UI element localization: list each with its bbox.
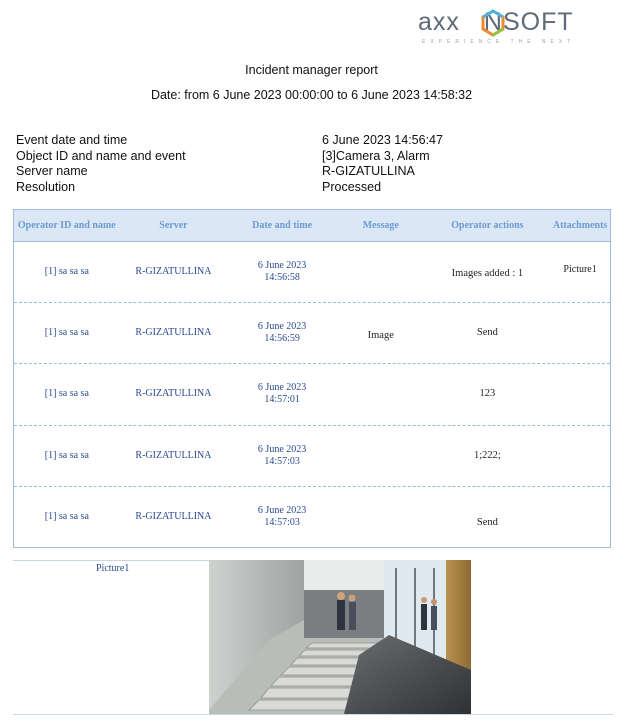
table-row [14,426,610,487]
action-cell: Send [476,327,498,339]
date-text: 6 June 2023 [257,504,307,516]
time-text: 14:56:58 [264,272,300,284]
divider [13,714,613,715]
message-cell: Image [367,330,394,342]
divider [13,560,209,561]
attachment-link[interactable]: Picture1 [563,264,597,276]
axxonsoft-logo [418,6,594,46]
incident-table [13,209,611,548]
time-text: 14:57:03 [264,516,300,528]
info-value: Processed [322,180,382,195]
operator-cell: [1] sa sa sa [44,266,89,278]
table-header [14,210,610,242]
operator-cell: [1] sa sa sa [44,449,89,461]
operator-cell: [1] sa sa sa [44,388,89,400]
attachment-photo [209,560,471,714]
message-cell [337,242,425,302]
datetime-cell [227,364,337,424]
table-row [14,303,610,364]
info-value: 6 June 2023 14:56:47 [322,133,443,147]
time-text: 14:57:01 [264,394,300,406]
action-cell: Send [476,516,498,528]
info-label: Object ID and name and event [16,148,186,163]
action-cell: Images added : 1 [451,267,524,279]
logo-text-right: NSOFT [483,8,574,36]
date-text: 6 June 2023 [257,321,307,333]
info-value: R-GIZATULLINA [322,164,415,179]
action-cell: 123 [479,388,496,400]
datetime-cell [227,426,337,486]
column-header: Server [159,220,188,231]
datetime-cell [227,487,337,547]
server-cell: R-GIZATULLINA [135,327,212,339]
message-cell [337,487,425,547]
info-value: [3]Camera 3, Alarm [322,148,430,163]
time-text: 14:56:59 [264,333,300,345]
report-date-range: Date: from 6 June 2023 00:00:00 to 6 June 2023 14:58:32 [150,88,473,102]
picture-label: Picture1 [96,563,130,574]
server-cell: R-GIZATULLINA [135,388,212,400]
time-text: 14:57:03 [264,455,300,467]
table-row [14,242,610,303]
server-cell: R-GIZATULLINA [135,266,212,278]
info-values [322,133,443,196]
info-label: Server name [16,164,88,179]
attachment-cell [550,426,610,486]
date-text: 6 June 2023 [257,443,307,455]
column-header: Operator ID and name [17,220,116,231]
column-header: Date and time [252,220,313,231]
info-label: Resolution [16,180,76,195]
info-labels [16,133,186,196]
hexagon-logo-icon [480,9,506,37]
datetime-cell [227,303,337,363]
column-header: Message [362,220,399,231]
operator-cell: [1] sa sa sa [44,510,89,522]
server-cell: R-GIZATULLINA [135,449,212,461]
report-title: Incident manager report [245,63,378,77]
attachment-cell [550,364,610,424]
table-row [14,487,610,547]
attachment-cell [550,303,610,363]
attachment-cell [550,487,610,547]
column-header: Attachments [552,220,608,231]
message-cell [337,426,425,486]
operator-cell: [1] sa sa sa [44,327,89,339]
staircase-photo-image [209,560,471,714]
message-cell [337,364,425,424]
date-text: 6 June 2023 [257,260,307,272]
table-row [14,364,610,425]
server-cell: R-GIZATULLINA [135,510,212,522]
logo-tagline: EXPERIENCE THE NEXT [422,39,576,45]
info-label: Event date and time [16,133,128,147]
column-header: Operator actions [451,220,524,231]
logo-text-left: axx [418,8,460,36]
date-text: 6 June 2023 [257,382,307,394]
action-cell: 1;222; [473,449,501,461]
datetime-cell [227,242,337,302]
